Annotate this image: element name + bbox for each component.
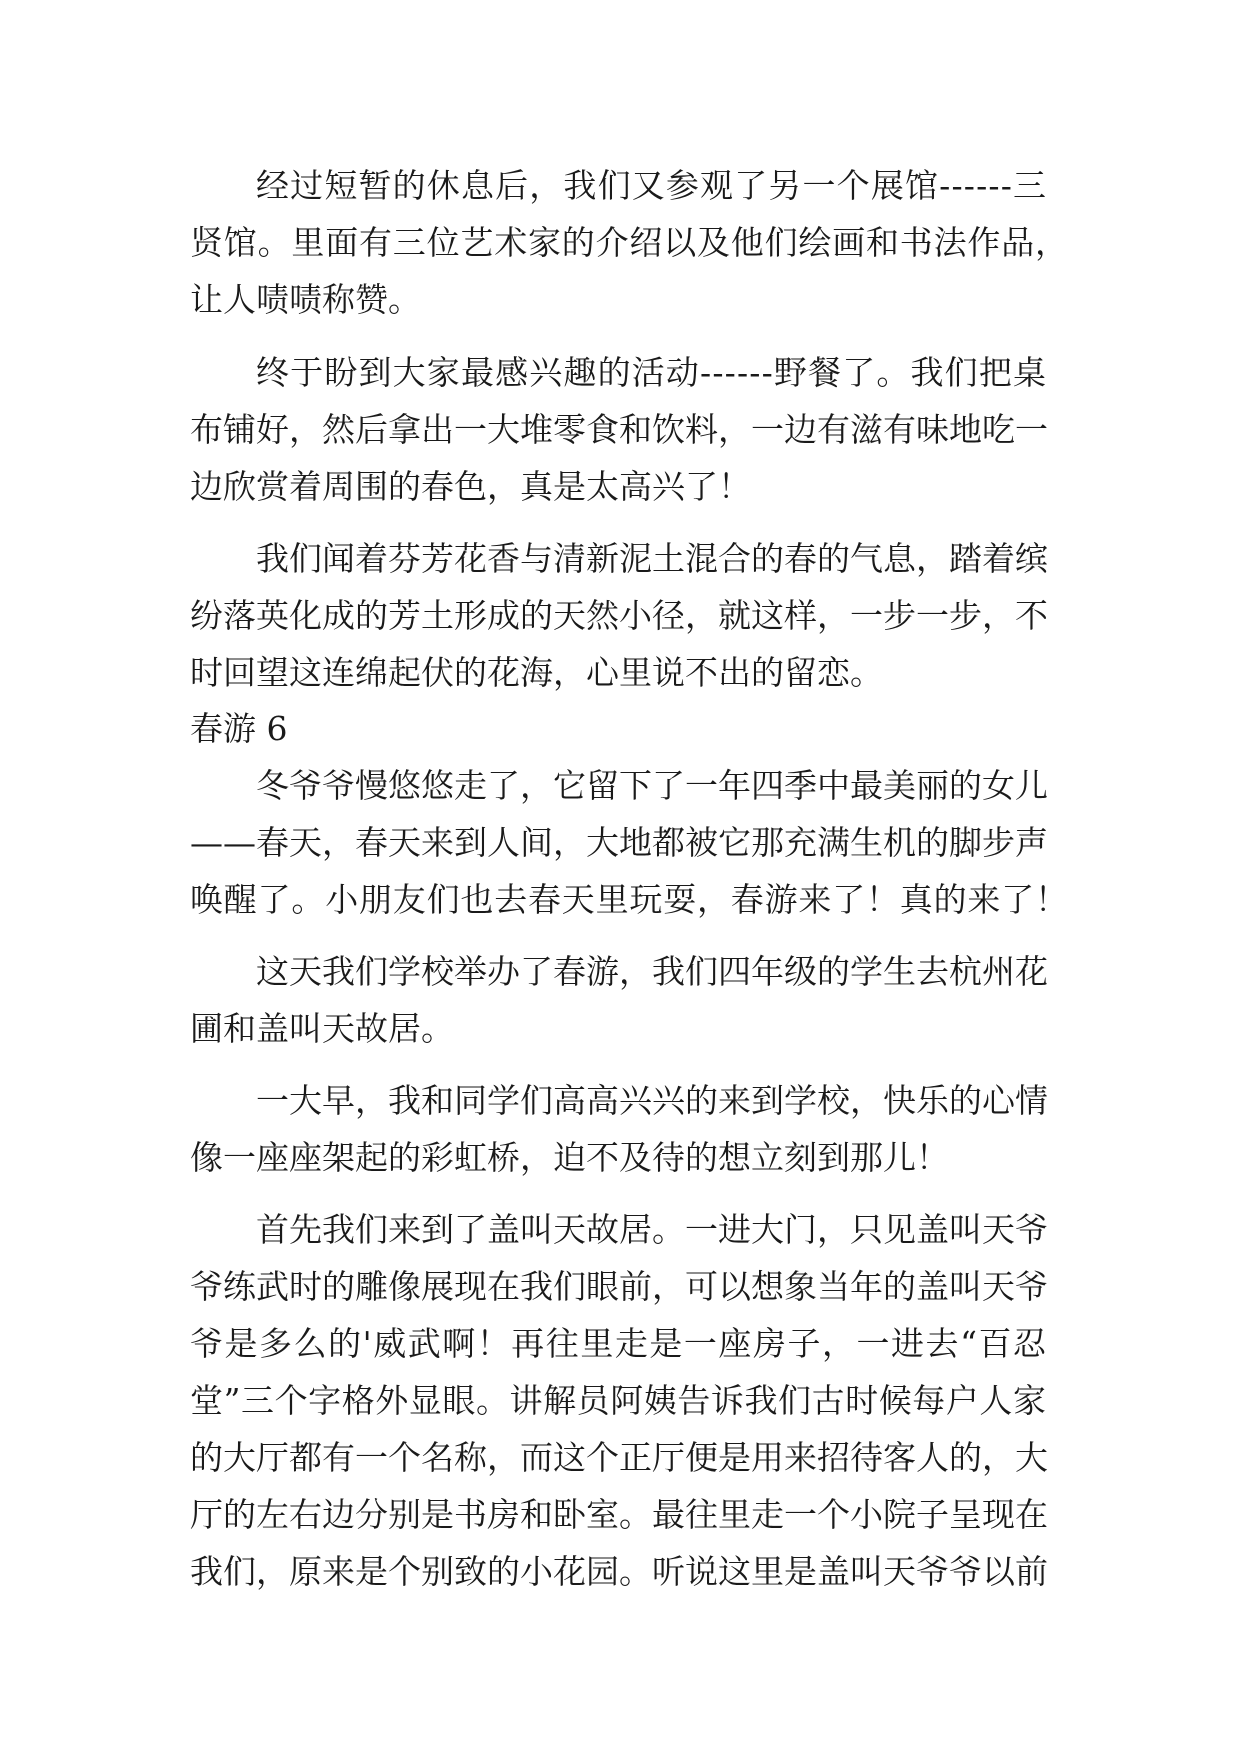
- text-line: 首先我们来到了盖叫天故居。一进大门，只见盖叫天爷: [256, 1210, 1048, 1249]
- text-line: 终于盼到大家最感兴趣的活动------野餐了。我们把桌: [256, 353, 1048, 392]
- text-line: 我们闻着芬芳花香与清新泥土混合的春的气息，踏着缤: [256, 539, 1048, 578]
- text-line: 圃和盖叫天故居。: [190, 1009, 454, 1048]
- text-line: 爷练武时的雕像展现在我们眼前，可以想象当年的盖叫天爷: [190, 1267, 1048, 1306]
- text-line: 让人啧啧称赞。: [190, 280, 421, 319]
- text-line: 的大厅都有一个名称，而这个正厅便是用来招待客人的，大: [190, 1438, 1048, 1477]
- text-line: 布铺好，然后拿出一大堆零食和饮料，一边有滋有味地吃一: [190, 410, 1048, 449]
- text-line: 边欣赏着周围的春色，真是太高兴了！: [190, 467, 751, 506]
- text-line: ——春天，春天来到人间，大地都被它那充满生机的脚步声: [190, 823, 1048, 862]
- text-line: 爷是多么的'威武啊！再往里走是一座房子，一进去“百忍: [190, 1324, 1048, 1363]
- text-line: 堂”三个字格外显眼。讲解员阿姨告诉我们古时候每户人家: [190, 1381, 1047, 1420]
- section-heading: 春游 6: [190, 709, 288, 748]
- text-line: 冬爷爷慢悠悠走了，它留下了一年四季中最美丽的女儿: [256, 766, 1048, 805]
- text-line: 厅的左右边分别是书房和卧室。最往里走一个小院子呈现在: [190, 1495, 1048, 1534]
- text-line: 纷落英化成的芳土形成的天然小径，就这样，一步一步，不: [190, 596, 1048, 635]
- text-line: 这天我们学校举办了春游，我们四年级的学生去杭州花: [256, 952, 1048, 991]
- text-line: 时回望这连绵起伏的花海，心里说不出的留恋。: [190, 653, 883, 692]
- text-line: 我们，原来是个别致的小花园。听说这里是盖叫天爷爷以前: [190, 1552, 1048, 1591]
- text-line: 贤馆。里面有三位艺术家的介绍以及他们绘画和书法作品，: [190, 223, 1069, 262]
- text-line: 经过短暂的休息后，我们又参观了另一个展馆------三: [256, 166, 1048, 205]
- text-line: 像一座座架起的彩虹桥，迫不及待的想立刻到那儿！: [190, 1138, 949, 1177]
- text-line: 一大早，我和同学们高高兴兴的来到学校，快乐的心情: [256, 1081, 1048, 1120]
- text-line: 唤醒了。小朋友们也去春天里玩耍，春游来了！真的来了！: [190, 880, 1069, 919]
